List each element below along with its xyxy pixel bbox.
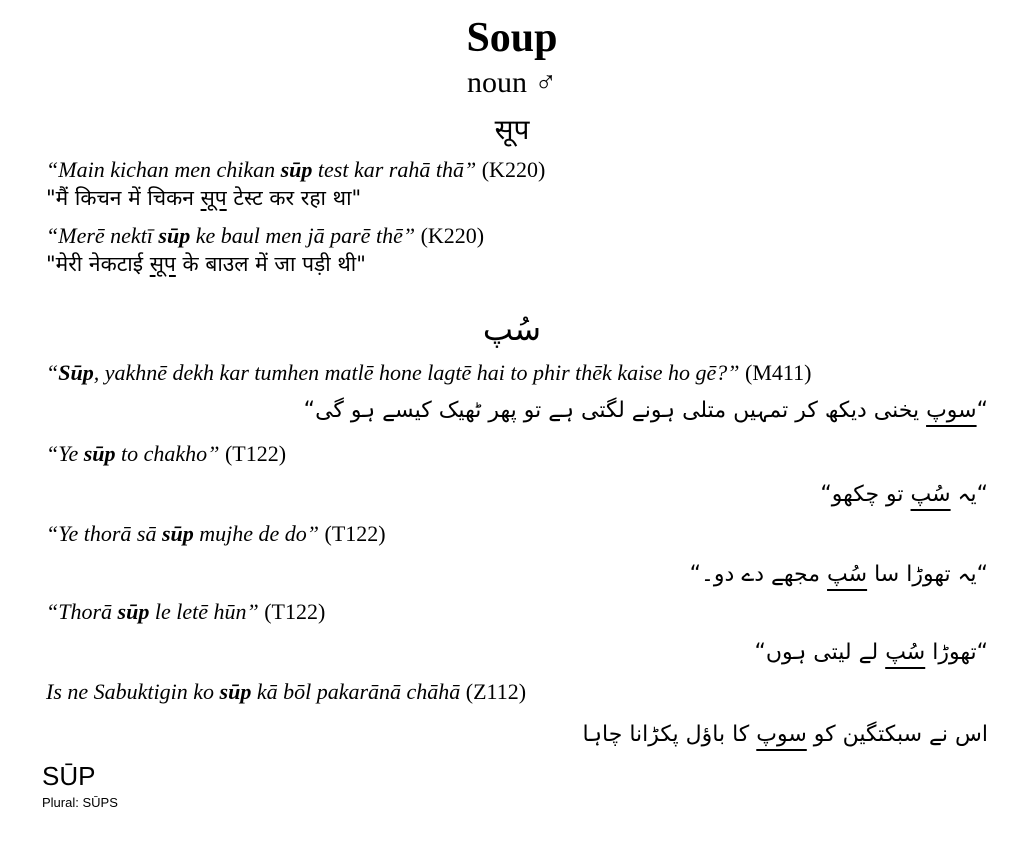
- keyword-urdu: سوپ: [756, 722, 807, 747]
- keyword-urdu: سُپ: [827, 562, 868, 587]
- urdu-headword: سُپ: [482, 310, 542, 348]
- source-ref: (Z112): [465, 679, 527, 704]
- urdu-example-5-script: [582, 718, 988, 752]
- keyword-urdu: سُپ: [910, 482, 951, 507]
- translit-post: ke baul men jā parē thē: [190, 223, 403, 248]
- urdu-example-2-translit: “Ye sūp to chakho” (T122): [46, 441, 287, 466]
- deva-post: के बाउल में जा पड़ी थी": [175, 252, 366, 276]
- urdu-pre: “: [976, 398, 988, 423]
- source-ref: (T122): [324, 521, 386, 546]
- translit-post: to chakho: [115, 441, 208, 466]
- keyword: Sūp: [58, 360, 94, 385]
- urdu-post: کا باؤل پکڑانا چاہا: [582, 722, 757, 747]
- hindi-example-2-translit: “Merē nektī sūp ke baul men jā parē thē” (K220): [46, 223, 485, 248]
- urdu-example-1-translit: “Sūp, yakhnē dekh kar tumhen matlē hone lagtē hai to phir thēk kaise ho gē?” (M411): [46, 360, 812, 385]
- translit-pre: Is ne Sabuktigin ko: [46, 679, 220, 704]
- keyword: sūp: [117, 599, 150, 624]
- hindi-example-1-devanagari: [46, 184, 361, 212]
- urdu-post: لے لیتی ہوں“: [754, 640, 886, 665]
- entry-title: Soup: [466, 15, 558, 61]
- translit-post: , yakhnē dekh kar tumhen matlē hone lagtē hai to phir thēk kaise ho gē?: [93, 360, 728, 385]
- footer-plural: Plural: SŪPS: [42, 795, 118, 810]
- part-of-speech: noun ♂: [467, 66, 557, 99]
- keyword: sūp: [280, 157, 313, 182]
- keyword-urdu: سوپ: [926, 398, 977, 423]
- urdu-post: تو چکھو“: [820, 482, 911, 507]
- urdu-post: مجھے دے دو۔“: [689, 562, 828, 587]
- deva-pre: "मैं किचन में चिकन: [46, 186, 201, 210]
- urdu-post: یخنی دیکھ کر تمہیں متلی ہونے لگتی ہے تو پھر ٹھیک کیسے ہو گی“: [303, 398, 927, 423]
- translit-pre: Thorā: [58, 599, 118, 624]
- source-ref: (T122): [264, 599, 326, 624]
- hindi-headword: सूप: [494, 113, 530, 146]
- urdu-example-3-script: [690, 558, 988, 592]
- deva-post: टेस्ट कर रहा था": [226, 186, 362, 210]
- translit-pre: Merē nektī: [58, 223, 159, 248]
- footer-word: SŪP: [42, 761, 96, 791]
- urdu-pre: “یہ تھوڑا سا: [867, 562, 988, 587]
- source-ref: (K220): [481, 157, 546, 182]
- urdu-example-4-translit: “Thorā sūp le letē hūn” (T122): [46, 599, 326, 624]
- keyword: sūp: [161, 521, 194, 546]
- translit-post: kā bōl pakarānā chāhā: [251, 679, 461, 704]
- source-ref: (M411): [745, 360, 812, 385]
- urdu-example-4-script: [754, 636, 988, 670]
- keyword: sūp: [158, 223, 191, 248]
- keyword: sūp: [83, 441, 116, 466]
- urdu-pre: اس نے سبکتگین کو: [806, 722, 988, 747]
- urdu-pre: “یہ: [950, 482, 988, 507]
- source-ref: (K220): [420, 223, 485, 248]
- urdu-example-2-script: [820, 478, 988, 512]
- deva-pre: "मेरी नेकटाई: [46, 252, 150, 276]
- urdu-example-1-script: [304, 394, 988, 428]
- hindi-example-1-translit: “Main kichan men chikan sūp test kar rahā thā” (K220): [46, 157, 546, 182]
- urdu-pre: “تھوڑا: [925, 640, 988, 665]
- keyword-hindi: सूप: [149, 252, 176, 276]
- urdu-example-3-translit: “Ye thorā sā sūp mujhe de do” (T122): [46, 521, 386, 546]
- translit-post: test kar rahā thā: [312, 157, 464, 182]
- translit-pre: Ye thorā sā: [58, 521, 162, 546]
- keyword-hindi: सूप: [200, 186, 227, 210]
- translit-pre: Main kichan men chikan: [58, 157, 281, 182]
- hindi-example-2-devanagari: [46, 250, 366, 278]
- translit-post: mujhe de do: [193, 521, 307, 546]
- translit-pre: Ye: [58, 441, 84, 466]
- keyword-urdu: سُپ: [885, 640, 926, 665]
- translit-post: le letē hūn: [149, 599, 247, 624]
- source-ref: (T122): [224, 441, 287, 466]
- urdu-example-5-translit: [46, 678, 526, 706]
- keyword: sūp: [219, 679, 252, 704]
